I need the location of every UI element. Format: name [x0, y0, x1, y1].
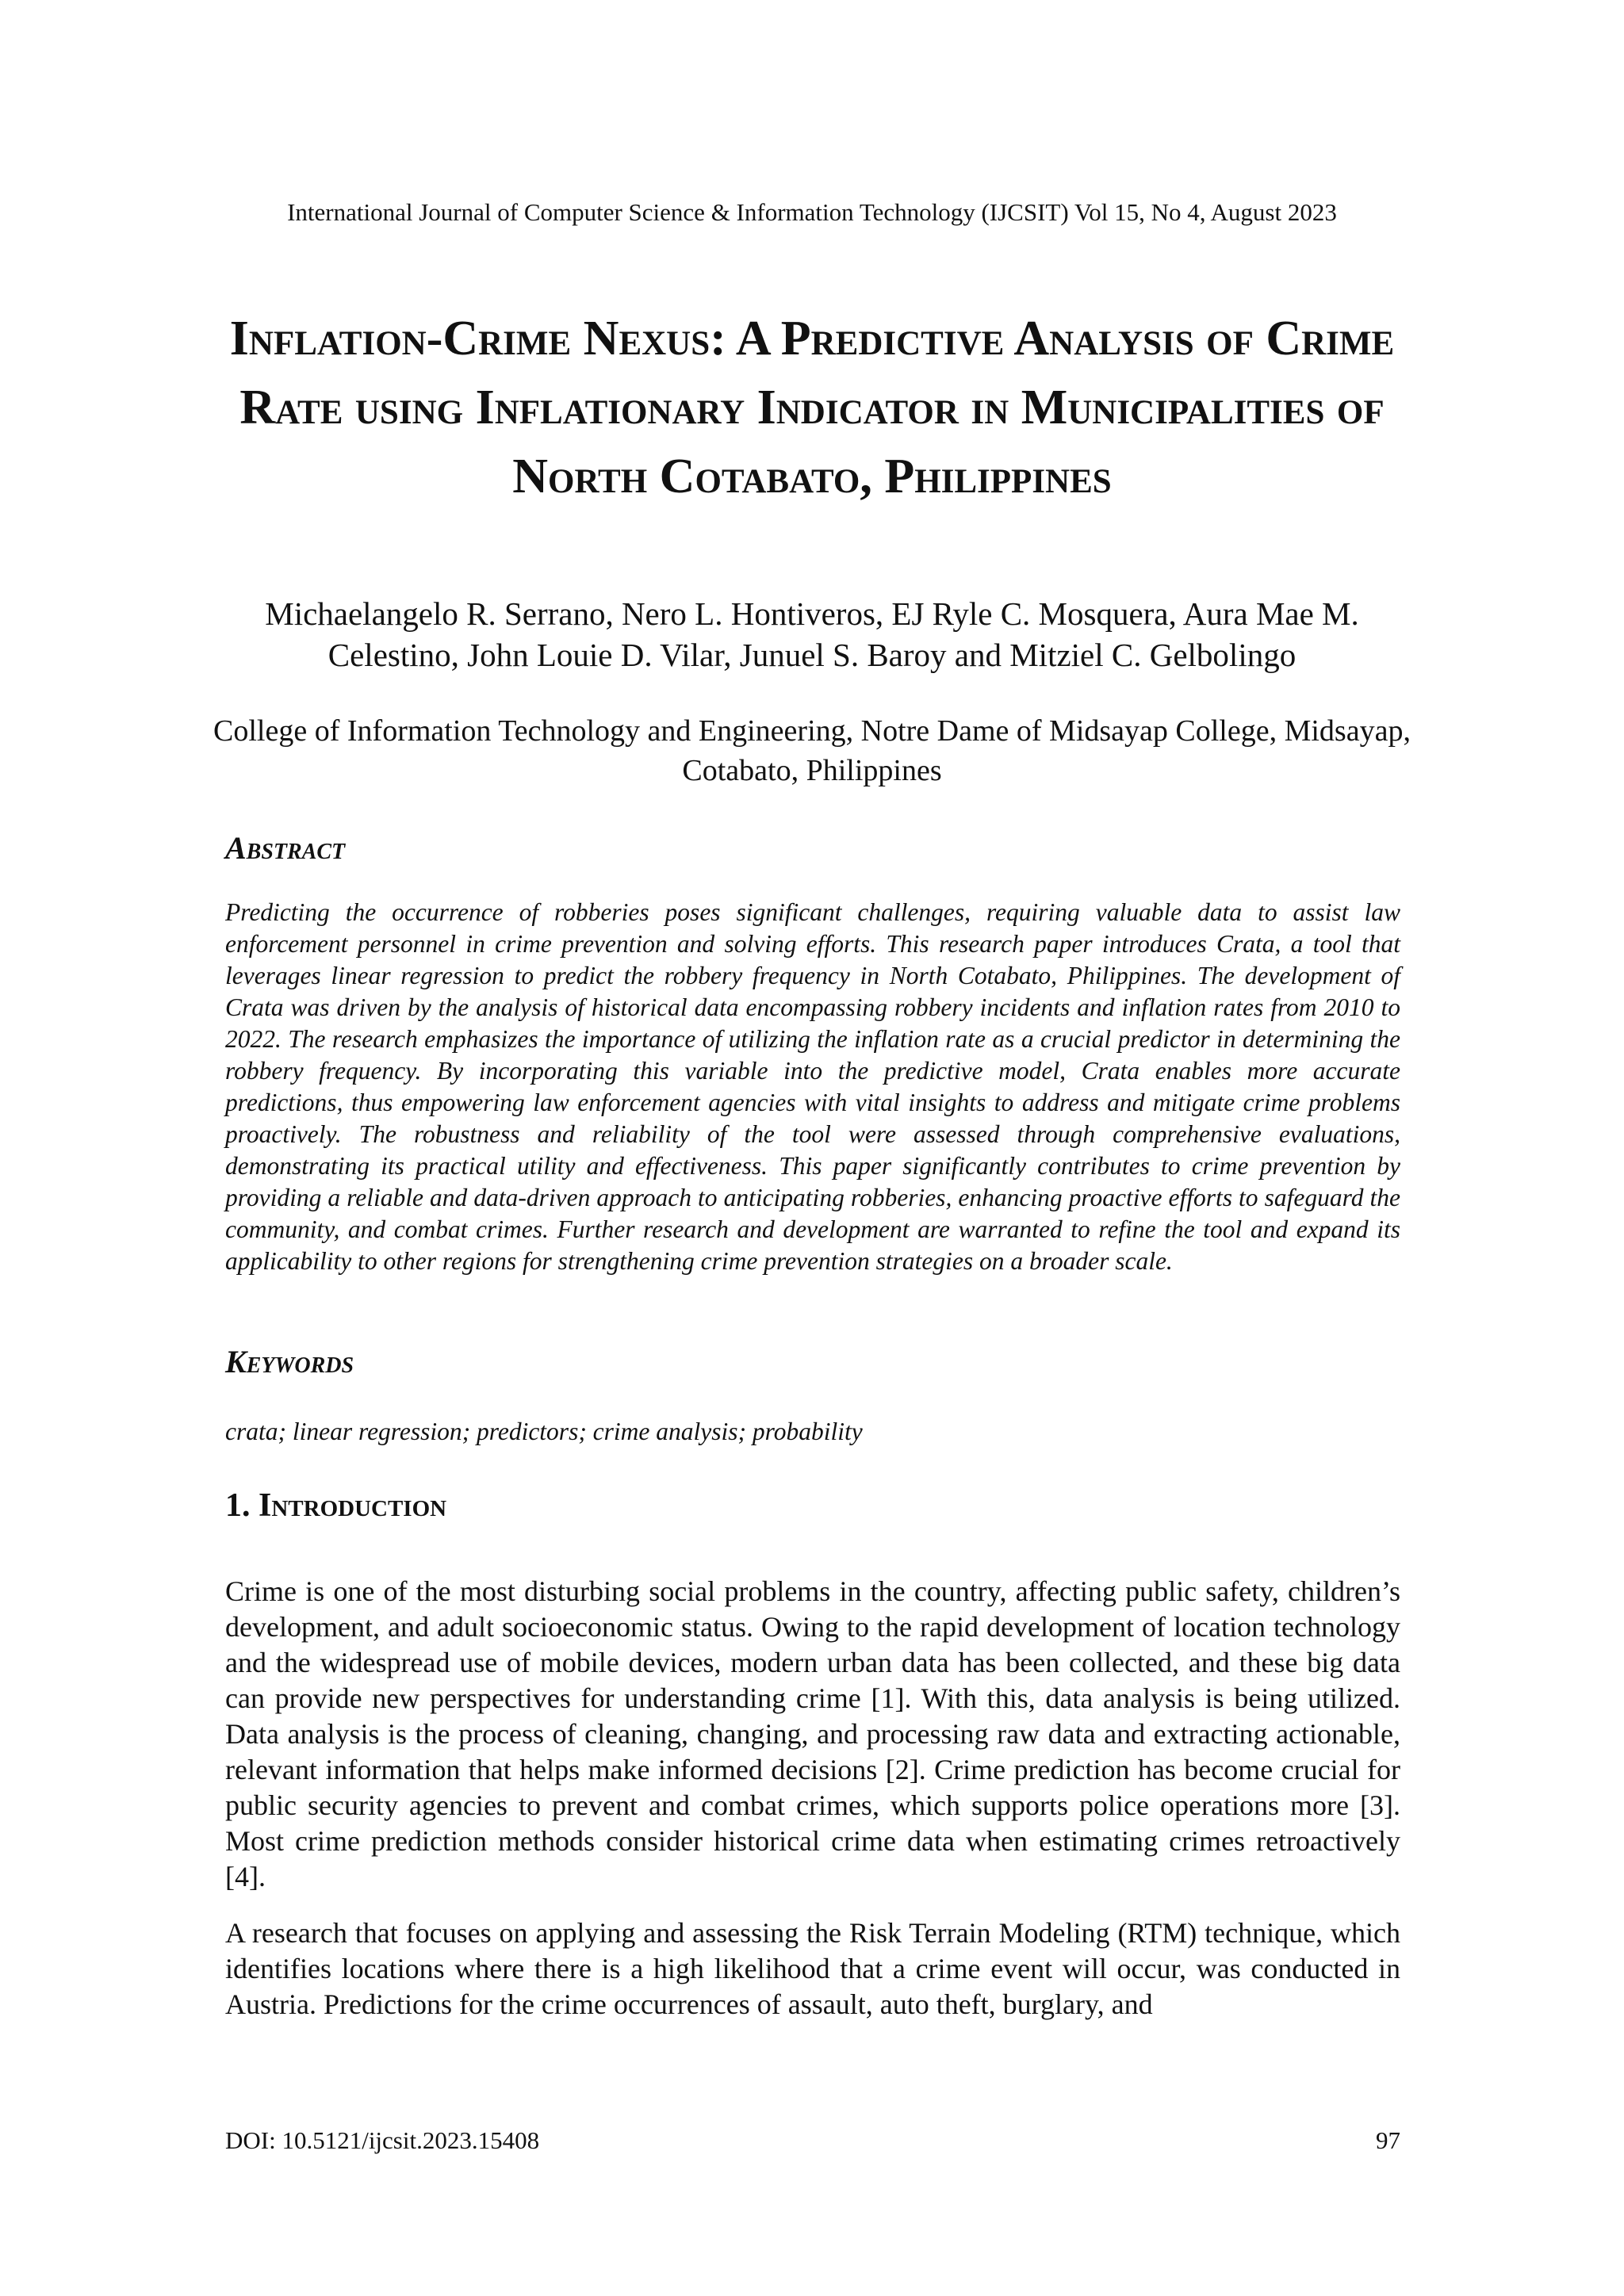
page-number: 97 — [1376, 2126, 1400, 2154]
introduction-paragraph-2: A research that focuses on applying and assessing the Risk Terrain Modeling (RTM) technique, which identifies locations where there is a high likelihood that a crime event will occur, was conducted in Austria. Predictions for the crime occurrences of assault, auto theft, burglary, and — [225, 1917, 1400, 2020]
author-list: Michaelangelo R. Serrano, Nero L. Hontiveros, EJ Ryle C. Mosquera, Aura Mae M. Celestino, John Louie D. Vilar, Junuel S. Baroy and Mitziel C. Gelbolingo — [265, 595, 1359, 673]
abstract-heading: Abstract — [225, 830, 346, 866]
paper-title: Inflation-Crime Nexus: A Predictive Analysis of Crime Rate using Inflationary Indicator in Municipalities of North Cotabato, Philippines — [229, 312, 1395, 503]
running-head: International Journal of Computer Science & Information Technology (IJCSIT) Vol 15, No 4, August 2023 — [287, 198, 1337, 226]
introduction-paragraph-1: Crime is one of the most disturbing social problems in the country, affecting public safety, children’s development, and adult socioeconomic status. Owing to the rapid development of location technology and the widespread use of mobile devices, modern urban data has been collected, and these big data can provide new perspectives for understanding crime [1]. With this, data analysis is being utilized. Data analysis is the process of cleaning, changing, and processing raw data and extracting actionable, relevant information that helps make informed decisions [2]. Crime prediction has become crucial for public security agencies to prevent and combat crimes, which supports police operations more [3]. Most crime prediction methods consider historical crime data when estimating crimes retroactively [4]. — [225, 1575, 1400, 1892]
keywords-text: crata; linear regression; predictors; crime analysis; probability — [225, 1418, 863, 1445]
introduction-heading: 1. Introduction — [225, 1487, 447, 1524]
keywords-heading: Keywords — [225, 1344, 354, 1380]
affiliation: College of Information Technology and Engineering, Notre Dame of Midsayap College, Midsayap, Cotabato, Philippines — [213, 714, 1411, 787]
doi-footer: DOI: 10.5121/ijcsit.2023.15408 — [225, 2126, 540, 2154]
abstract-text: Predicting the occurrence of robberies poses significant challenges, requiring valuable data to assist law enforcement personnel in crime prevention and solving efforts. This research paper introduces Crata, a tool that leverages linear regression to predict the robbery frequency in North Cotabato, Philippines. The development of Crata was driven by the analysis of historical data encompassing robbery incidents and inflation rates from 2010 to 2022. The research emphasizes the importance of utilizing the inflation rate as a crucial predictor in determining the robbery frequency. By incorporating this variable into the predictive model, Crata enables more accurate predictions, thus empowering law enforcement agencies with vital insights to address and mitigate crime problems proactively. The robustness and reliability of the tool were assessed through comprehensive evaluations, demonstrating its practical utility and effectiveness. This paper significantly contributes to crime prevention by providing a reliable and data-driven approach to anticipating robberies, enhancing proactive efforts to safeguard the community, and combat crimes. Further research and development are warranted to refine the tool and expand its applicability to other regions for strengthening crime prevention strategies on a broader scale. — [225, 898, 1400, 1275]
